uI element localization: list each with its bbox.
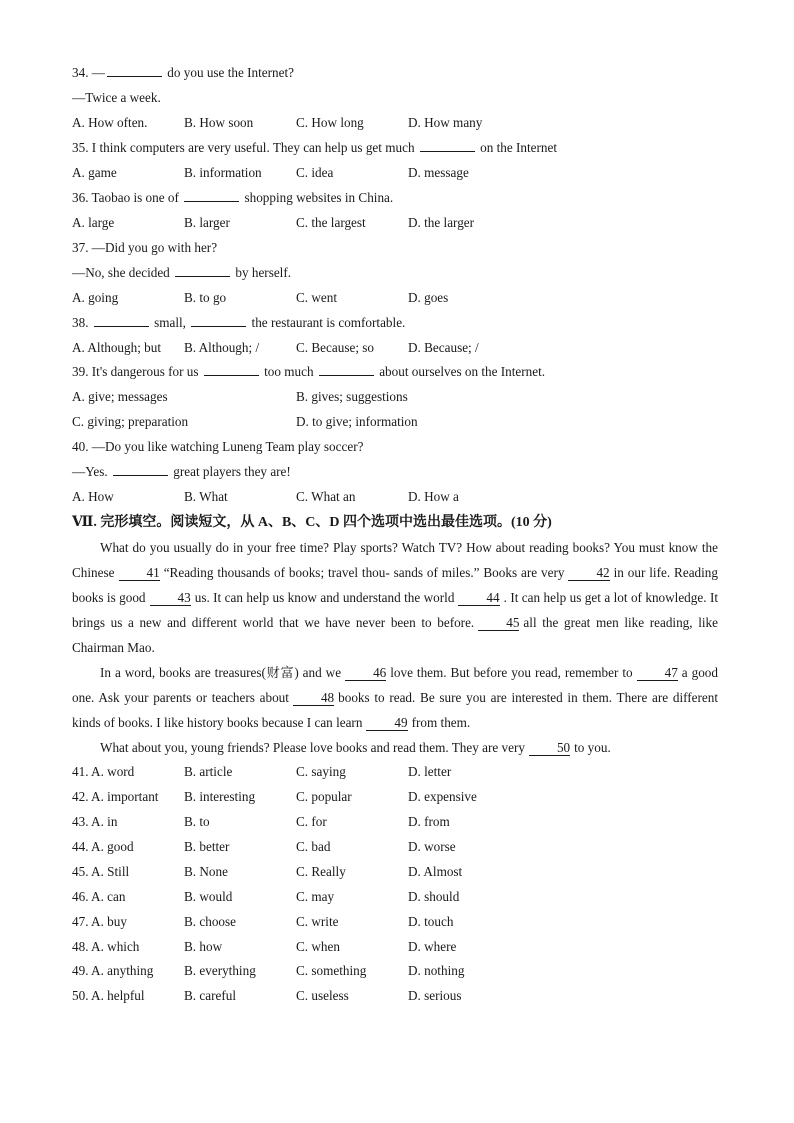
question-39-stem: 39. It's dangerous for us too much about ourselves on the Internet. [72, 364, 546, 379]
option-d: D. How a [408, 489, 459, 504]
question-40-stem: 40. —Do you like watching Luneng Team play soccer? [72, 439, 364, 454]
option-b: B. What [184, 489, 228, 504]
answer-blank [420, 139, 475, 152]
blank-44: 44 [458, 591, 499, 606]
cloze-option: 44. A. good [72, 839, 134, 854]
question-38-stem: 38. small, the restaurant is comfortable. [72, 315, 406, 330]
cloze-option: 49. A. anything [72, 963, 154, 978]
cloze-option: B. interesting [184, 789, 256, 804]
cloze-option: B. better [184, 839, 230, 854]
option-b: B. gives; suggestions [296, 389, 408, 404]
cloze-option: C. something [296, 963, 367, 978]
cloze-option: C. when [296, 939, 340, 954]
blank-42: 42 [568, 566, 609, 581]
answer-blank [184, 189, 239, 202]
cloze-option: D. Almost [408, 864, 463, 879]
option-a: A. going [72, 290, 119, 305]
blank-47: 47 [637, 666, 678, 681]
question-35-stem: 35. I think computers are very useful. They can help us get much on the Internet [72, 140, 558, 155]
cloze-option: 41. A. word [72, 764, 135, 779]
blank-41: 41 [119, 566, 160, 581]
cloze-option: D. touch [408, 914, 454, 929]
option-c: C. Because; so [296, 340, 375, 355]
option-a: A. game [72, 165, 117, 180]
blank-48: 48 [293, 691, 334, 706]
blank-50: 50 [529, 741, 570, 756]
cloze-option: D. should [408, 889, 460, 904]
cloze-option: D. expensive [408, 789, 477, 804]
cloze-option: B. would [184, 889, 233, 904]
cloze-option: 48. A. which [72, 939, 140, 954]
answer-blank [175, 264, 230, 277]
cloze-option: C. saying [296, 764, 346, 779]
cloze-option: B. everything [184, 963, 256, 978]
passage-paragraph-3: What about you, young friends? Please love books and read them. They are very 50 to you. [100, 740, 611, 755]
answer-blank [94, 314, 149, 327]
option-a: A. large [72, 215, 115, 230]
option-b: B. larger [184, 215, 230, 230]
option-d: D. message [408, 165, 469, 180]
option-d: D. the larger [408, 215, 475, 230]
answer-blank [204, 363, 259, 376]
option-c: C. giving; preparation [72, 414, 189, 429]
cloze-option: D. letter [408, 764, 452, 779]
passage-paragraph-1: What do you usually do in your free time? Play sports? Watch TV? How about reading books? You must know the Chinese 41 “Reading thousands of books; travel thou- sands of miles.” Books are very 42 in our life. Reading books is good 43 us. It can help us know and understand the world 44 . It can help us get a lot of knowledge. It brings us a new and different world that we have never been to before. 45 all the great men like reading, like Chairman Mao. [72, 540, 718, 655]
cloze-option: C. write [296, 914, 339, 929]
answer-blank [191, 314, 246, 327]
option-d: D. How many [408, 115, 483, 130]
cloze-option: 50. A. helpful [72, 988, 145, 1003]
option-b: B. How soon [184, 115, 254, 130]
cloze-option: C. popular [296, 789, 352, 804]
cloze-option: D. nothing [408, 963, 465, 978]
option-d: D. Because; / [408, 340, 479, 355]
question-34-reply: —Twice a week. [72, 90, 161, 105]
cloze-option: C. bad [296, 839, 331, 854]
cloze-option: D. worse [408, 839, 456, 854]
answer-blank [107, 64, 162, 77]
section-title: Ⅶ. 完形填空。阅读短文，从 A、B、C、D 四个选项中选出最佳选项。(10 分) [72, 515, 552, 530]
question-34-stem: 34. — do you use the Internet? [72, 65, 294, 80]
cloze-option: C. Really [296, 864, 346, 879]
cloze-option: D. serious [408, 988, 462, 1003]
cloze-option: C. useless [296, 988, 349, 1003]
blank-46: 46 [345, 666, 386, 681]
cloze-option: 42. A. important [72, 789, 159, 804]
cloze-option: B. how [184, 939, 223, 954]
option-d: D. to give; information [296, 414, 418, 429]
answer-blank [113, 463, 168, 476]
cloze-option: B. to [184, 814, 210, 829]
blank-43: 43 [150, 591, 191, 606]
option-c: C. How long [296, 115, 364, 130]
option-b: B. to go [184, 290, 227, 305]
option-a: A. How often. [72, 115, 148, 130]
cloze-option: B. article [184, 764, 233, 779]
option-b: B. Although; / [184, 340, 260, 355]
cloze-option: B. choose [184, 914, 237, 929]
answer-blank [319, 363, 374, 376]
cloze-option: C. may [296, 889, 335, 904]
blank-49: 49 [366, 716, 407, 731]
option-c: C. the largest [296, 215, 366, 230]
cloze-option: D. where [408, 939, 457, 954]
cloze-option: D. from [408, 814, 450, 829]
option-c: C. What an [296, 489, 356, 504]
option-a: A. give; messages [72, 389, 168, 404]
passage-paragraph-2: In a word, books are treasures(财富) and we 46 love them. But before you read, remember to 47 a good one. Ask your parents or teachers about 48 books to read. Be sure you are interested in them. There are different kinds of books. I like history books because I can learn 49 from them. [72, 665, 719, 730]
blank-45: 45 [478, 616, 519, 631]
question-36-stem: 36. Taobao is one of shopping websites in China. [72, 190, 394, 205]
cloze-option: 46. A. can [72, 889, 126, 904]
option-a: A. Although; but [72, 340, 162, 355]
cloze-option: C. for [296, 814, 327, 829]
cloze-option: 47. A. buy [72, 914, 127, 929]
cloze-option: 45. A. Still [72, 864, 130, 879]
option-b: B. information [184, 165, 262, 180]
option-a: A. How [72, 489, 114, 504]
question-40-reply: —Yes. great players they are! [72, 464, 291, 479]
question-37-stem: 37. —Did you go with her? [72, 240, 218, 255]
cloze-option: B. careful [184, 988, 236, 1003]
option-c: C. idea [296, 165, 334, 180]
cloze-option: B. None [184, 864, 228, 879]
option-c: C. went [296, 290, 338, 305]
cloze-option: 43. A. in [72, 814, 118, 829]
option-d: D. goes [408, 290, 449, 305]
question-37-reply: —No, she decided by herself. [72, 265, 292, 280]
